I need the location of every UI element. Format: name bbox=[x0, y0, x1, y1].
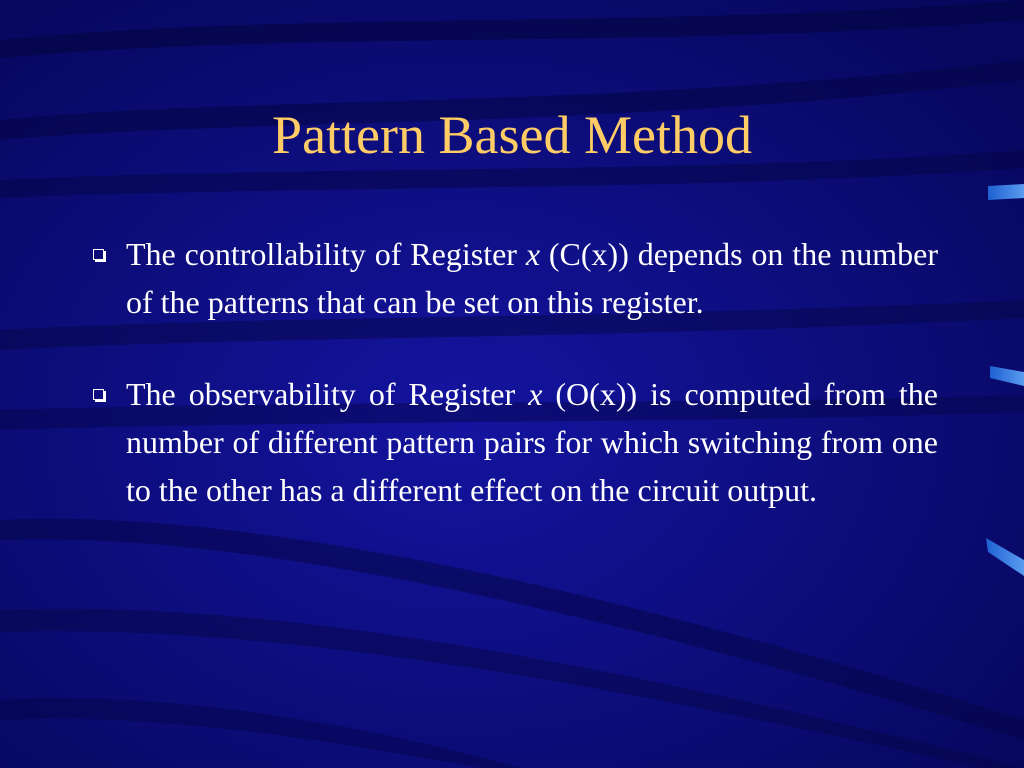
bullet-variable: x bbox=[525, 236, 541, 272]
bullet-text-part: The observability of Register bbox=[126, 376, 529, 412]
bullet-variable: x bbox=[528, 376, 543, 412]
bullet-item bbox=[90, 230, 938, 326]
bullet-list bbox=[90, 230, 938, 558]
slide-title: Pattern Based Method bbox=[272, 105, 752, 165]
hollow-square-bullet-icon bbox=[93, 249, 104, 260]
bullet-text-part: The controllability of Register bbox=[126, 236, 526, 272]
bullet-text-part: (O(x)) is computed from the number of different pattern pairs for which switching from one to the other has a different effect on the circuit output. bbox=[126, 376, 939, 508]
bullet-item bbox=[90, 370, 938, 514]
bullet-text-part: (C(x)) depends on the number of the patterns that can be set on this register. bbox=[126, 236, 939, 320]
hollow-square-bullet-icon bbox=[93, 389, 104, 400]
